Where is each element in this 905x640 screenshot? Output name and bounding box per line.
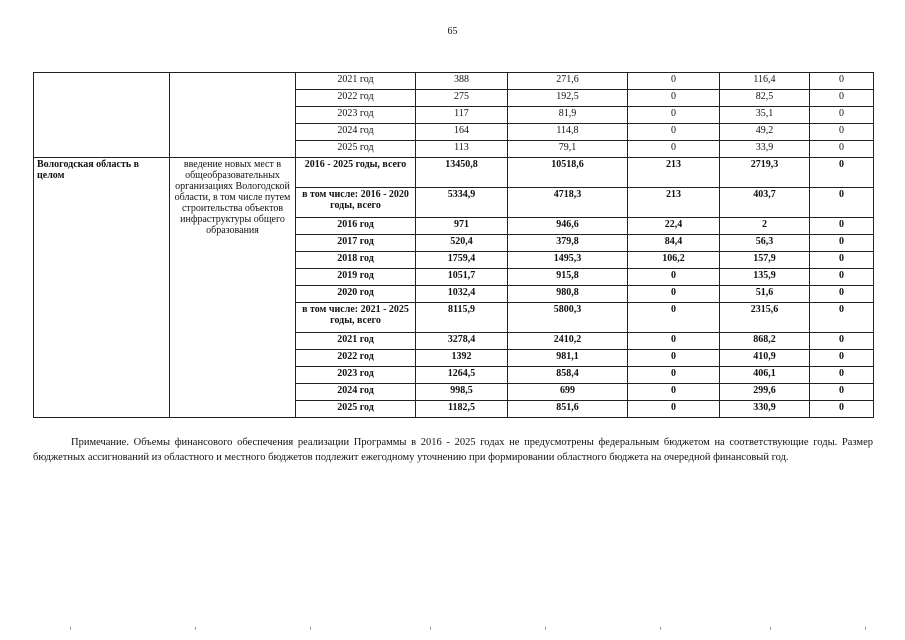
value-cell-c1: 1392 — [416, 350, 508, 367]
period-cell: в том числе: 2016 - 2020 годы, всего — [296, 188, 416, 218]
value-cell-c5: 0 — [810, 269, 874, 286]
value-cell-c2: 379,8 — [508, 235, 628, 252]
value-cell-c3: 0 — [628, 350, 720, 367]
value-cell-c1: 5334,9 — [416, 188, 508, 218]
period-cell: 2025 год — [296, 401, 416, 418]
value-cell-c1: 113 — [416, 141, 508, 158]
value-cell-c2: 10518,6 — [508, 158, 628, 188]
value-cell-c5: 0 — [810, 333, 874, 350]
period-cell: 2022 год — [296, 350, 416, 367]
value-cell-c5: 0 — [810, 141, 874, 158]
value-cell-c4: 51,6 — [720, 286, 810, 303]
value-cell-c4: 33,9 — [720, 141, 810, 158]
value-cell-c4: 2719,3 — [720, 158, 810, 188]
period-cell: 2021 год — [296, 333, 416, 350]
value-cell-c2: 81,9 — [508, 107, 628, 124]
value-cell-c3: 0 — [628, 124, 720, 141]
value-cell-c3: 0 — [628, 90, 720, 107]
value-cell-c5: 0 — [810, 303, 874, 333]
value-cell-c4: 868,2 — [720, 333, 810, 350]
value-cell-c2: 851,6 — [508, 401, 628, 418]
value-cell-c3: 213 — [628, 158, 720, 188]
empty-measure-cell — [170, 73, 296, 158]
period-cell: 2017 год — [296, 235, 416, 252]
value-cell-c1: 3278,4 — [416, 333, 508, 350]
footer-scan-marks — [0, 627, 905, 631]
value-cell-c5: 0 — [810, 90, 874, 107]
value-cell-c1: 1032,4 — [416, 286, 508, 303]
value-cell-c1: 164 — [416, 124, 508, 141]
value-cell-c2: 192,5 — [508, 90, 628, 107]
value-cell-c2: 946,6 — [508, 218, 628, 235]
value-cell-c1: 520,4 — [416, 235, 508, 252]
value-cell-c4: 35,1 — [720, 107, 810, 124]
value-cell-c4: 82,5 — [720, 90, 810, 107]
note-paragraph: Примечание. Объемы финансового обеспечения реализации Программы в 2016 - 2025 годах не предусмотрены федеральным бюджетом на соответствующие годы. Размер бюджетных ассигнований из областного и местного бюджетов подлежит ежегодному уточнению при формировании областного бюджета на очередной финансовый год. — [33, 437, 873, 463]
table-row — [34, 158, 874, 188]
period-cell: 2021 год — [296, 73, 416, 90]
period-cell: 2018 год — [296, 252, 416, 269]
scan-mark — [865, 627, 866, 630]
value-cell-c2: 915,8 — [508, 269, 628, 286]
period-cell: 2022 год — [296, 90, 416, 107]
value-cell-c3: 0 — [628, 286, 720, 303]
value-cell-c3: 22,4 — [628, 218, 720, 235]
value-cell-c1: 13450,8 — [416, 158, 508, 188]
value-cell-c1: 1759,4 — [416, 252, 508, 269]
value-cell-c4: 403,7 — [720, 188, 810, 218]
scan-mark — [430, 627, 431, 630]
value-cell-c2: 858,4 — [508, 367, 628, 384]
page-number: 65 — [447, 26, 458, 37]
value-cell-c3: 106,2 — [628, 252, 720, 269]
value-cell-c5: 0 — [810, 124, 874, 141]
value-cell-c3: 0 — [628, 269, 720, 286]
value-cell-c2: 1495,3 — [508, 252, 628, 269]
period-cell: 2023 год — [296, 107, 416, 124]
value-cell-c5: 0 — [810, 286, 874, 303]
scan-mark — [310, 627, 311, 630]
value-cell-c4: 410,9 — [720, 350, 810, 367]
scan-mark — [660, 627, 661, 630]
period-cell: 2024 год — [296, 124, 416, 141]
scan-mark — [770, 627, 771, 630]
value-cell-c5: 0 — [810, 158, 874, 188]
value-cell-c4: 157,9 — [720, 252, 810, 269]
period-cell: 2016 год — [296, 218, 416, 235]
period-cell: в том числе: 2021 - 2025 годы, всего — [296, 303, 416, 333]
value-cell-c5: 0 — [810, 384, 874, 401]
budget-table — [33, 72, 874, 418]
value-cell-c2: 114,8 — [508, 124, 628, 141]
value-cell-c1: 8115,9 — [416, 303, 508, 333]
table-row — [34, 73, 874, 90]
value-cell-c4: 2 — [720, 218, 810, 235]
period-cell: 2025 год — [296, 141, 416, 158]
value-cell-c3: 0 — [628, 401, 720, 418]
value-cell-c4: 330,9 — [720, 401, 810, 418]
value-cell-c4: 299,6 — [720, 384, 810, 401]
value-cell-c2: 2410,2 — [508, 333, 628, 350]
value-cell-c5: 0 — [810, 401, 874, 418]
value-cell-c4: 406,1 — [720, 367, 810, 384]
value-cell-c1: 1182,5 — [416, 401, 508, 418]
region-name-cell: Вологодская область в целом — [34, 158, 170, 418]
period-cell: 2023 год — [296, 367, 416, 384]
value-cell-c5: 0 — [810, 188, 874, 218]
value-cell-c3: 0 — [628, 333, 720, 350]
value-cell-c5: 0 — [810, 235, 874, 252]
empty-region-cell — [34, 73, 170, 158]
value-cell-c4: 2315,6 — [720, 303, 810, 333]
value-cell-c3: 213 — [628, 188, 720, 218]
value-cell-c2: 980,8 — [508, 286, 628, 303]
value-cell-c1: 998,5 — [416, 384, 508, 401]
value-cell-c1: 1051,7 — [416, 269, 508, 286]
value-cell-c5: 0 — [810, 252, 874, 269]
value-cell-c3: 0 — [628, 141, 720, 158]
value-cell-c2: 79,1 — [508, 141, 628, 158]
period-cell: 2020 год — [296, 286, 416, 303]
value-cell-c1: 117 — [416, 107, 508, 124]
value-cell-c4: 49,2 — [720, 124, 810, 141]
period-cell: 2016 - 2025 годы, всего — [296, 158, 416, 188]
value-cell-c5: 0 — [810, 107, 874, 124]
value-cell-c2: 699 — [508, 384, 628, 401]
value-cell-c3: 84,4 — [628, 235, 720, 252]
value-cell-c2: 981,1 — [508, 350, 628, 367]
scan-mark — [195, 627, 196, 630]
scan-mark — [545, 627, 546, 630]
value-cell-c5: 0 — [810, 367, 874, 384]
value-cell-c2: 271,6 — [508, 73, 628, 90]
value-cell-c1: 1264,5 — [416, 367, 508, 384]
scan-mark — [70, 627, 71, 630]
value-cell-c3: 0 — [628, 73, 720, 90]
period-cell: 2019 год — [296, 269, 416, 286]
value-cell-c3: 0 — [628, 384, 720, 401]
value-cell-c3: 0 — [628, 367, 720, 384]
value-cell-c4: 116,4 — [720, 73, 810, 90]
value-cell-c3: 0 — [628, 107, 720, 124]
period-cell: 2024 год — [296, 384, 416, 401]
value-cell-c5: 0 — [810, 73, 874, 90]
value-cell-c5: 0 — [810, 218, 874, 235]
measure-description-cell: введение новых мест в общеобразовательных организациях Вологодской области, в том числе путем строительства объектов инфраструктуры общего образования — [170, 158, 296, 418]
value-cell-c5: 0 — [810, 350, 874, 367]
value-cell-c4: 135,9 — [720, 269, 810, 286]
value-cell-c2: 5800,3 — [508, 303, 628, 333]
value-cell-c4: 56,3 — [720, 235, 810, 252]
value-cell-c1: 275 — [416, 90, 508, 107]
value-cell-c1: 388 — [416, 73, 508, 90]
value-cell-c3: 0 — [628, 303, 720, 333]
value-cell-c1: 971 — [416, 218, 508, 235]
value-cell-c2: 4718,3 — [508, 188, 628, 218]
